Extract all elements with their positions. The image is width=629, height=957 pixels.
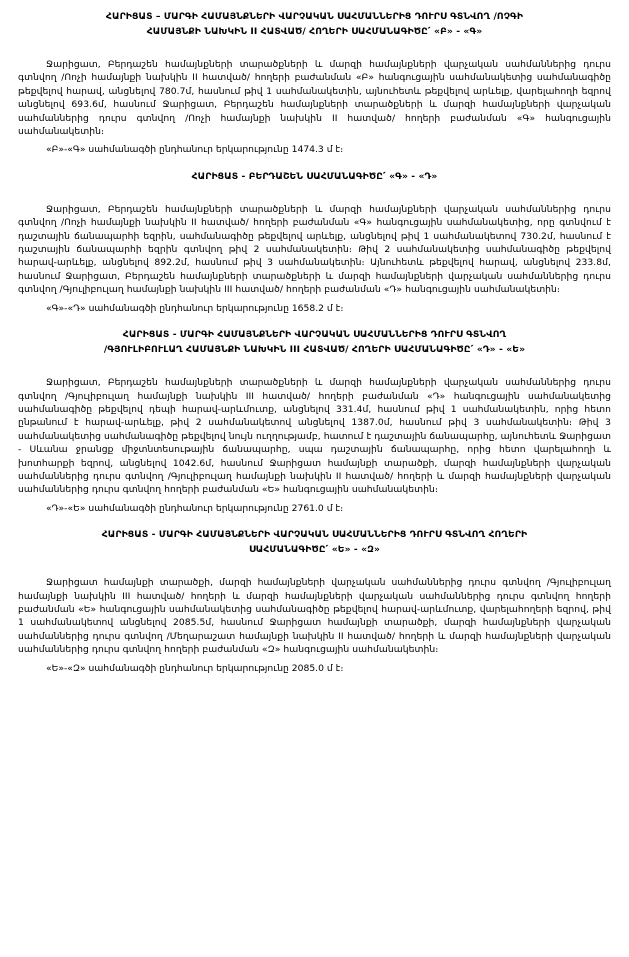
section-2 — [18, 170, 611, 315]
spacer — [18, 515, 611, 528]
section-3-result: «Դ»-«Ե» սահմանագծի ընդհանուր երկարությունը 2761.0 մ է։ — [46, 502, 344, 514]
spacer — [18, 185, 611, 203]
section-2-paragraph-1: Ջարիցատ, Բերդաշեն համայնքների տարածքների և մարզի համայնքների վարչական սահմաններից դուրս գտնվող /Ոոչի համայնքի նախկին II հատված/ հողերի բաժանման «Գ» հանգուցային սահմանակետից, որը գտնվում է դաշտային ճանապարհի եզրին, սահմանագիծը թեքվելով արևելք, անցնելով թիվ 1 սահմանակետով 730.2մ, հասնում է դաշտային ճանապարհի եզրին գտնվող թիվ 2 սահմանակետին։ Թիվ 2 սահմանակետից սահմանագիծը թեքվելով հարավ-արևելք, անցնելով 892.2մ, հասնում թիվ 3 սահմանակետին։ Այնուհետև թեքվելով հարավ, անցնելով 233.8մ, հասնում Ջարիցատ, Բերդաշեն համայնքների տարածքների և մարզի համայնքների վարչական սահմաններից դուրս գտնվող /Գյուլիբուլաղ համայնքի նախկին III հատված/ հողերի բաժանման «Դ» հանգուցային սահմանակետին։ — [18, 203, 611, 296]
section-2-heading-line-1: ՀԱՐԻՑԱՏ - ԲԵՐԴԱՇԵՆ ՍԱՀՄԱՆԱԳԻԾԸ՛ «Գ» - «Դ» — [191, 170, 438, 182]
section-1 — [18, 10, 611, 157]
spacer — [18, 40, 611, 58]
spacer — [18, 558, 611, 576]
section-2-result: «Գ»-«Դ» սահմանագծի ընդհանուր երկարությունը 1658.2 մ է։ — [46, 302, 344, 314]
section-3-paragraph-1: Ջարիցատ, Բերդաշեն համայնքների տարածքների և մարզի համայնքների վարչական սահմաններից դուրս գտնվող /Գյուլիբուլաղ համայնքի նախկին III հատված/ հողերի բաժանման «Դ» հանգուցային սահմանակետից սահմանագիծը թեքվելով դեպի հարավ-արևմուտք, անցնելով 331.4մ, հասնում թիվ 1 սահմանակետին, որից հետո ընթանում է հարավ-արևելք, թիվ 2 սահմանակետով անցնելով 1387.0մ, հասնում թիվ 3 սահմանակետին։ Թիվ 3 սահմանակետից սահմանագիծը թեքվելով նույն ուղղությամբ, հատում է դաշտային ճանապարհը, այնուհետև Ջարիցատ - Սևանա ջրանցք միջտնտեսութային ճանապարհը, սպա դաշտային ճանապարհը, որից հետո վարելահողի և խոտհարքի եզրով, անցնելով 1042.6մ, հասնում Ջարիցատ համայնքի տարածքի, մարզի համայնքների վարչական սահմաններից դուրս գտնվող /Գյուլիբուլաղ համայնքի նախկին II հատված/ հողերի և մարզի համայնքների վարչական սահմաններից դուրս գտնվող հողերի բաժանման «Ե» հանգուցային սահմանակետին։ — [18, 377, 611, 496]
spacer — [18, 315, 611, 328]
section-4-heading-line-2: ՍԱՀՄԱՆԱԳԻԾԸ՛ «Ե» - «Զ» — [248, 544, 381, 556]
section-4-paragraph-1: Ջարիցատ համայնքի տարածքի, մարզի համայնքների վարչական սահմաններից դուրս գտնվող /Գյուլիբուլաղ համայնքի նախկին III հատված/ հողերի և մարզի համայնքների վարչական սահմաններից դուրս գտնվող հողերի բաժանման «Ե» հանգուցային սահմանակետից սահմանագիծը թեքվելով հարավ-արևմուտք, վարելահողերի եզրով, թիվ 1 սահմանակետով անցնելով 2085.5մ, հասնում Ջարիցատ համայնքի տարածքի, մարզի համայնքների վարչական սահմաններից դուրս գտնվող /Մեղարաշատ համայնքի նախկին II հատված/ հողերի և մարզի համայնքների վարչական սահմաններից դուրս գտնվող հողերի բաժանման «Զ» հանգուցային սահմանակետին։ — [18, 577, 611, 656]
section-4-result: «Ե»-«Զ» սահմանագծի ընդհանուր երկարությունը 2085.0 մ է։ — [46, 662, 344, 674]
section-1-paragraph-1: Ջարիցատ, Բերդաշեն համայնքների տարածքների և մարզի համայնքների վարչական սահմաններից դուրս գտնվող /Ոոչի համայնքի նախկին II հատված/ հողերի բաժանման «Բ» հանգուցային սահմանակետից սահմանագիծը թեքվելով հարավ, անցնելով 780.7մ, հասնում թիվ 1 սահմանակետին, այնուհետև թեքվելով արևելք, վարելահողի եզրով անցնելով 693.6մ, հասնում Ջարիցատ, Բերդաշեն համայնքների տարածքների և մարզի համայնքների վարչական սահմաններից դուրս գտնվող /Ոոչի համայնքի նախկին II հատված/ հողերի բաժանման «Գ» հանգուցային սահմանակետին։ — [18, 59, 611, 138]
section-3 — [18, 328, 611, 515]
section-1-heading-line-1: ՀԱՐԻՑԱՏ – ՄԱՐԳԻ ՀԱՄԱՅՆՔՆԵՐԻ ՎԱՐՉԱԿԱՆ ՍԱՀՄԱՆՆԵՐԻՑ ԴՈՒՐՍ ԳՏՆՎՈՂ /ՈՉԳԻ — [105, 11, 524, 22]
section-1-heading-line-2: ՀԱՄԱՅՆՔԻ ՆԱԽԿԻՆ II ՀԱՏՎԱԾ/ ՀՈՂԵՐԻ ՍԱՀՄԱՆԱԳԻԾԸ՛ «Բ» - «Գ» — [146, 26, 483, 37]
section-3-heading-line-2: /ԳՅՈՒԼԻԲՈՒԼԱՂ ՀԱՄԱՅՆՔԻ ՆԱԽԿԻՆ III ՀԱՏՎԱԾ/ ՀՈՂԵՐԻ ՍԱՀՄԱՆԱԳԻԾԸ՛ «Դ» - «Ե» — [103, 344, 526, 356]
section-3-heading-line-1: ՀԱՐԻՑԱՏ - ՄԱՐԳԻ ՀԱՄԱՅՆՔՆԵՐԻ ՎԱՐՉԱԿԱՆ ՍԱՀՄԱՆՆԵՐԻՑ ԴՈՒՐՍ ԳՏՆՎՈՂ — [122, 329, 507, 341]
section-4-heading-line-1: ՀԱՐԻՑԱՏ - ՄԱՐԳԻ ՀԱՄԱՅՆՔՆԵՐԻ ՎԱՐՉԱԿԱՆ ՍԱՀՄԱՆՆԵՐԻՑ ԴՈՒՐՍ ԳՏՆՎՈՂ ՀՈՂԵՐԻ — [101, 529, 528, 541]
section-1-result: «Բ»-«Գ» սահմանագծի ընդհանուր երկարությունը 1474.3 մ է։ — [46, 144, 344, 156]
spacer — [18, 358, 611, 376]
spacer — [18, 157, 611, 170]
section-4 — [18, 528, 611, 675]
